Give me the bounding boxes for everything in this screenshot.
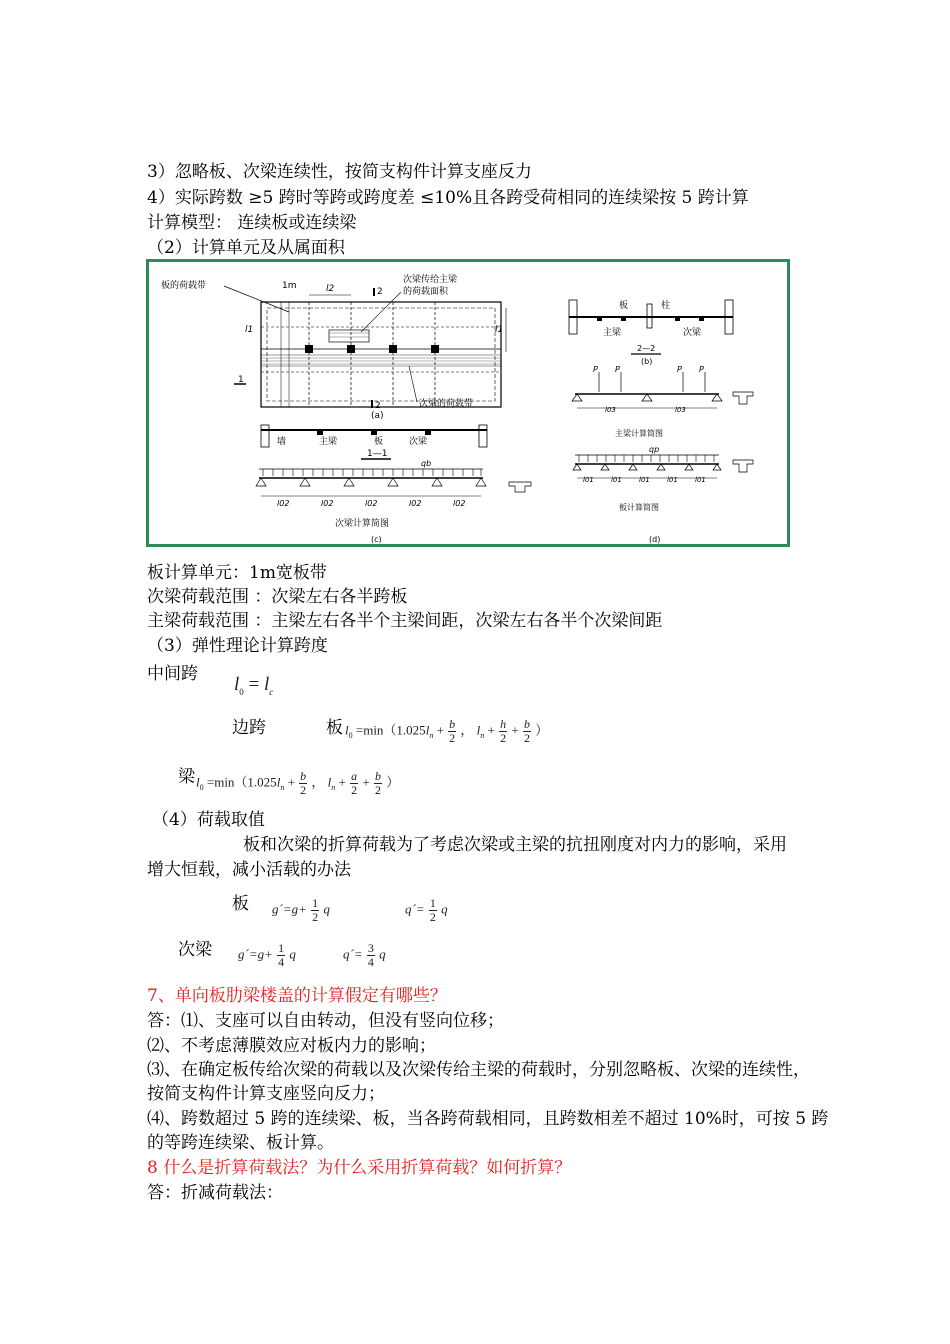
text-line: 边跨: [232, 718, 266, 738]
fig-label: l01: [667, 476, 678, 484]
section-heading: （4）荷载取值: [152, 810, 265, 830]
fig-label: 主梁: [603, 328, 622, 338]
floor-system-diagram: [149, 262, 787, 544]
fig-label: l03: [675, 406, 686, 414]
fig-label: 主梁: [319, 437, 338, 447]
question-heading: 7、单向板肋梁楼盖的计算假定有哪些？: [147, 986, 447, 1006]
fig-label: l1: [245, 325, 254, 335]
fig-label: 墙: [277, 437, 287, 447]
formula-beam-q: q´= $\frac{3}{4}$ q: [343, 941, 386, 969]
fig-label: l02: [365, 499, 378, 508]
fig-label: l02: [409, 499, 422, 508]
structural-diagram-figure: [146, 259, 790, 547]
fig-label: l01: [695, 476, 706, 484]
fig-label: 主梁计算简图: [615, 429, 663, 438]
fig-label: (c): [371, 535, 382, 544]
fig-label: 次梁的荷载带: [419, 399, 474, 409]
fig-label: P: [677, 365, 682, 374]
fig-label: 板计算简图: [619, 503, 659, 512]
answer-line: ⑵、不考虑薄膜效应对板内力的影响；: [147, 1036, 436, 1056]
text-line: 次梁: [178, 940, 212, 960]
text-line: 增大恒载，减小活载的办法: [147, 860, 351, 880]
fig-label: P: [699, 365, 704, 374]
fig-label: 次梁传给主梁: [403, 275, 458, 285]
fig-label: P: [615, 365, 620, 374]
text-line: 板: [232, 894, 249, 914]
text-line: 4）实际跨数 ≥5 跨时等跨或跨度差 ≤10%且各跨受荷相同的连续梁按 5 跨计算: [147, 188, 749, 208]
fig-label: l02: [453, 499, 466, 508]
answer-line: ⑷、跨数超过 5 跨的连续梁、板，当各跨荷载相同，且跨数相差不超过 10%时，可按 5 跨: [147, 1109, 829, 1129]
fig-label: 1m: [282, 281, 297, 291]
fig-label: 次梁: [409, 437, 428, 447]
answer-line: 的等跨连续梁、板计算。: [147, 1133, 334, 1153]
formula-slab-q: q´= $\frac{1}{2}$ q: [405, 896, 448, 924]
fig-label: l02: [321, 499, 334, 508]
fig-label: l01: [639, 476, 650, 484]
text-line: 次梁荷载范围 ：次梁左右各半跨板: [147, 587, 408, 607]
text-line: 板和次梁的折算荷载为了考虑次梁或主梁的抗扭刚度对内力的影响，采用: [243, 835, 787, 855]
answer-line: 答：⑴、支座可以自由转动，但没有竖向位移；: [147, 1011, 504, 1031]
fig-label: 的荷载面积: [403, 287, 449, 297]
formula-end-span-beam: $l_0 =\min(1.025l_n$ + $\frac{b}{2}$ ， $l_n$ + $\frac{a}{2}$ + $\frac{b}{2}$ ）: [196, 769, 400, 797]
formula-end-span-slab: $l_0 =\min(1.025l_n$ + $\frac{b}{2}$ ， $l_n$ + $\frac{h}{2}$ + $\frac{b}{2}$ ）: [345, 717, 549, 745]
fig-label: 板的荷载带: [161, 281, 207, 291]
answer-line: 按简支构件计算支座竖向反力；: [147, 1084, 385, 1104]
fig-label: 板: [619, 301, 629, 311]
formula-mid-span: $l_0 = l_c$: [234, 674, 274, 697]
text-line: 中间跨: [147, 664, 198, 684]
fig-label: 柱: [661, 301, 671, 311]
section-heading: （2）计算单元及从属面积: [147, 238, 345, 258]
fig-label: l03: [605, 406, 616, 414]
fig-label: (b): [641, 357, 653, 366]
fig-label: 1: [238, 375, 244, 385]
fig-label: qp: [649, 445, 660, 454]
fig-label: l01: [611, 476, 622, 484]
fig-label: l01: [583, 476, 594, 484]
text-line: 主梁荷载范围 ：主梁左右各半个主梁间距，次梁左右各半个次梁间距: [147, 611, 663, 631]
fig-label: (a): [371, 411, 384, 421]
fig-label: 2: [377, 287, 383, 297]
fig-label: 次梁计算简图: [335, 519, 390, 529]
fig-label: 2: [375, 401, 381, 411]
fig-label: 板: [374, 437, 384, 447]
fig-label: 2—2: [637, 344, 656, 353]
formula-slab-g: g´=g+ $\frac{1}{2}$ q: [272, 896, 330, 924]
fig-label: (d): [649, 535, 661, 544]
question-heading: 8 什么是折算荷载法？为什么采用折算荷载？如何折算？: [147, 1158, 572, 1178]
answer-line: 答：折减荷载法：: [147, 1183, 283, 1203]
formula-beam-g: g´=g+ $\frac{1}{4}$ q: [238, 941, 296, 969]
fig-label: l1: [495, 325, 504, 335]
text-line: 计算模型： 连续板或连续梁: [147, 213, 357, 233]
answer-line: ⑶、在确定板传给次梁的荷载以及次梁传给主梁的荷载时，分别忽略板、次梁的连续性，: [147, 1060, 810, 1080]
text-line: 板: [326, 718, 343, 738]
fig-label: 次梁: [683, 328, 702, 338]
fig-label: l02: [277, 499, 290, 508]
fig-label: l2: [326, 284, 335, 294]
fig-label: 1—1: [367, 449, 388, 459]
text-line: 板计算单元：1m宽板带: [147, 563, 327, 583]
text-line: 梁: [178, 767, 195, 787]
fig-label: P: [593, 365, 598, 374]
section-heading: （3）弹性理论计算跨度: [147, 636, 328, 656]
text-line: 3）忽略板、次梁连续性，按简支构件计算支座反力: [147, 162, 532, 182]
fig-label: qb: [421, 459, 432, 468]
